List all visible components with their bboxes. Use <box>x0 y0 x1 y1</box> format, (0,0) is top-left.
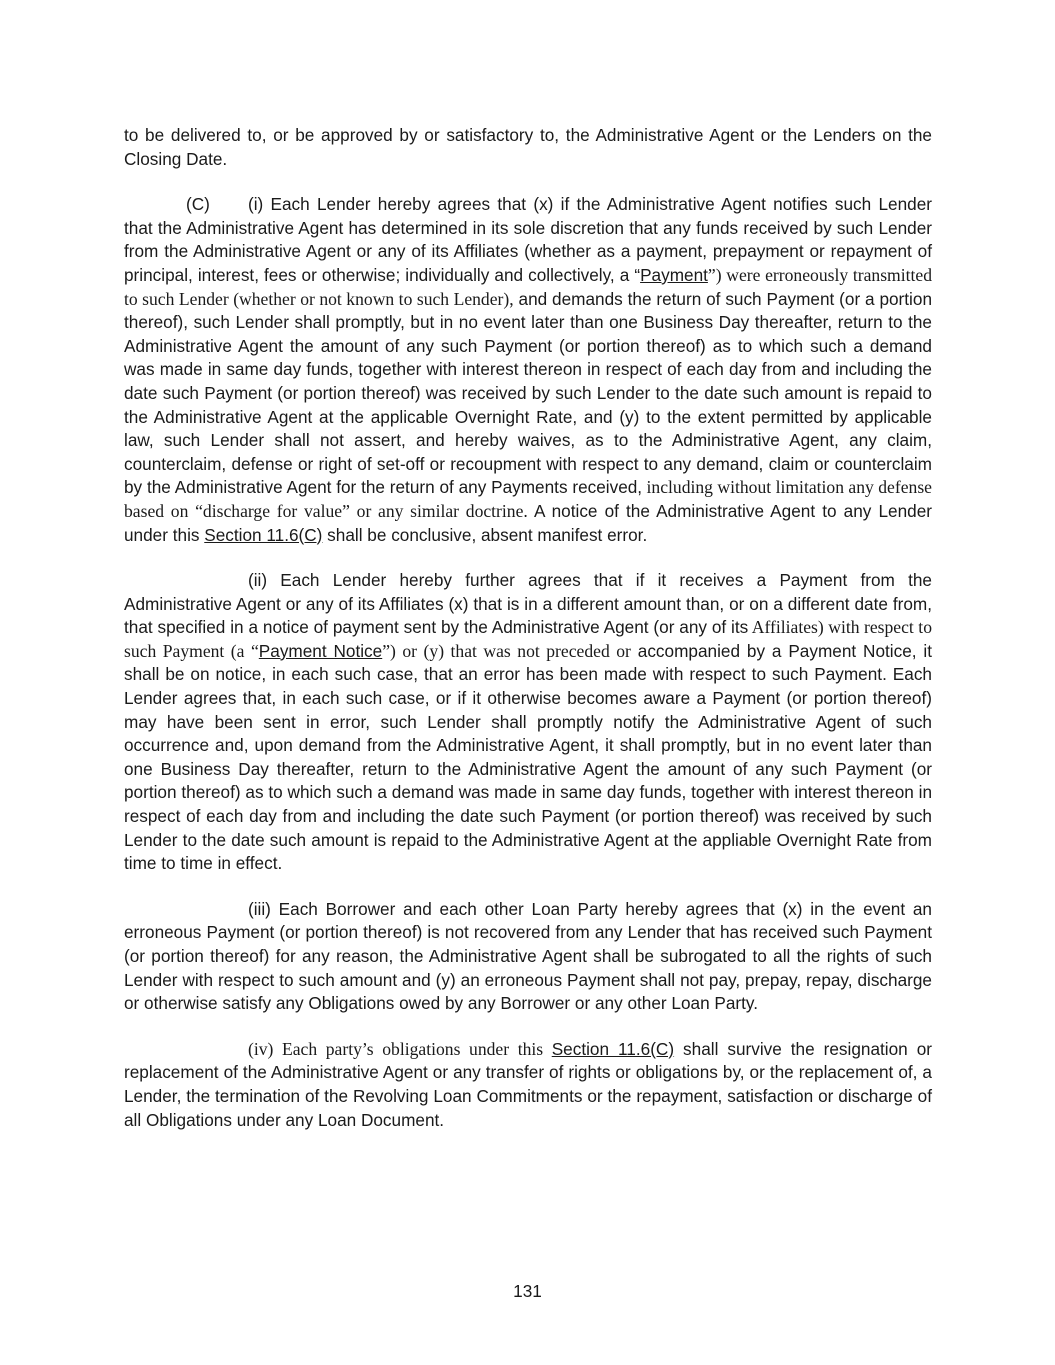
document-body <box>124 124 932 1132</box>
section-iv-paragraph <box>124 1038 932 1132</box>
section-ii-text-1: (ii) Each Lender hereby further agrees that if it receives a Payment from the Administrative Agent or any of its Affiliates (x) that is in a different amount than, or on a different date from, that specified in a notice of payment sent by the Administrative Agent (or any of its <box>124 570 932 638</box>
section-ii-text-2: Affiliates) with respect to such Payment (a “ <box>124 617 932 661</box>
section-iv-text-2: shall survive the resignation or replacement of the Administrative Agent or any transfer of rights or obligations by, or the replacement of, a Lender, the termination of the Revolving Loan Commitments or the repayment, satisfaction or discharge of all Obligations under any Loan Document. <box>124 1038 932 1130</box>
section-ii-text-4: accompanied by a Payment Notice, it shall be on notice, in each such case, that an error has been made with respect to such Payment. Each Lender agrees that, in each such case, or if it otherwise becomes aware a Payment (or portion thereof) may have been sent in error, such Lender shall promptly notify the Administrative Agent of such occurrence and, upon demand from the Administrative Agent, it shall promptly, but in no event later than one Business Day thereafter, return to the Administrative Agent the amount of any such Payment (or portion thereof) as to which such a demand was made in same day funds, together with interest thereon in respect of each day from and including the date such Payment (or portion thereof) was received by such Lender to the date such amount is repaid to the Administrative Agent at the appliable Overnight Rate from time to time in effect. <box>124 640 933 874</box>
intro-text: to be delivered to, or be approved by or satisfactory to, the Administrative Agent or the Lenders on the Closing Date. <box>124 125 932 169</box>
section-iv-text-1: (iv) Each party’s obligations under this <box>248 1038 552 1059</box>
section-ii-text-3: ”) or (y) that was not preceded or <box>382 640 631 661</box>
section-ref-link: Section 11.6(C) <box>204 524 323 545</box>
section-iii-paragraph <box>124 898 932 1016</box>
section-c-label: (C) <box>186 194 210 215</box>
defined-term-payment: Payment <box>640 264 708 285</box>
section-c-text-6: shall be conclusive, absent manifest error. <box>322 524 648 545</box>
section-c-paragraph <box>124 193 932 547</box>
section-c-text-1: (i) Each Lender hereby agrees that (x) if the Administrative Agent notifies such Lender that the Administrative Agent has determined in its sole discretion that any funds received by such Lender from the Administrative Agent or any of its Affiliates (whether as a payment, prepayment or repayment of principal, interest, fees or otherwise; individually and collectively, a “ <box>124 194 932 285</box>
section-c-text-3: and demands the return of such Payment (or a portion thereof), such Lender shall promptly, but in no event later than one Business Day thereafter, return to the Administrative Agent the amount of any such Payment (or portion thereof) as to which such a demand was made in same day funds, together with interest thereon in respect of each day from and including the date such Payment (or portion thereof) was received by such Lender to the date such amount is repaid to the Administrative Agent at the applicable Overnight Rate, and (y) to the extent permitted by applicable law, such Lender shall not assert, and hereby waives, as to the Administrative Agent, any claim, counterclaim, defense or right of set-off or recoupment with respect to any demand, claim or counterclaim by the Administrative Agent for the return of any Payments received, <box>124 288 932 498</box>
section-c-text-4: including without limitation any defense based on “discharge for value” or any similar doctrine. <box>124 477 932 521</box>
intro-paragraph <box>124 124 932 171</box>
section-c-text-5: A notice of the Administrative Agent to any Lender under this <box>124 500 932 545</box>
section-iii-text: (iii) Each Borrower and each other Loan Party hereby agrees that (x) in the event an erroneous Payment (or portion thereof) is not recovered from any Lender that has received such Payment (or portion thereof) for any reason, the Administrative Agent shall be subrogated to all the rights of such Lender with respect to such amount and (y) an erroneous Payment shall not pay, prepay, repay, discharge or otherwise satisfy any Obligations owed by any Borrower or any other Loan Party. <box>124 898 932 1014</box>
defined-term-payment-notice: Payment Notice <box>258 640 383 661</box>
section-ref-link: Section 11.6(C) <box>551 1038 675 1059</box>
section-ii-paragraph <box>124 569 932 876</box>
page-number: 131 <box>513 1281 542 1301</box>
section-c-text-2: ”) were erroneously transmitted to such Lender (whether or not known to such Lender), <box>124 264 932 309</box>
